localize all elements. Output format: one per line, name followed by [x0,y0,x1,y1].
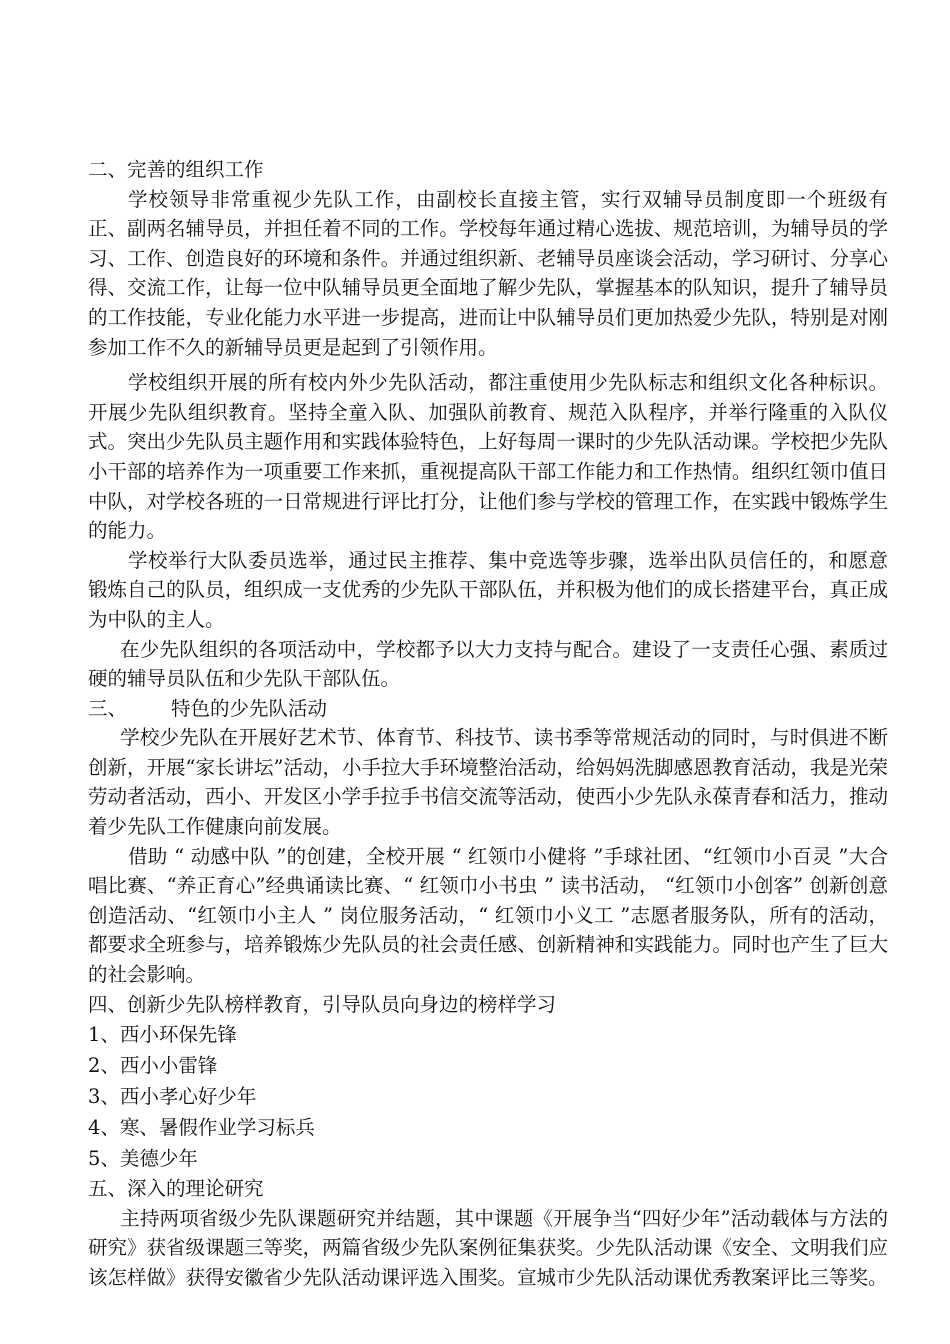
section-2-paragraph-1: 学校领导非常重视少先队工作，由副校长直接主管，实行双辅导员制度即一个班级有正、副两名辅导员，并担任着不同的工作。学校每年通过精心选拔、规范培训，为辅导员的学习、工作、创造良好的环境和条件。并通过组织新、老辅导员座谈会活动，学习研讨、分享心得、交流工作，让每一位中队辅导员更全面地了解少先队，掌握基本的队知识，提升了辅导员的工作技能，专业化能力水平进一步提高，进而让中队辅导员们更加热爱少先队，特别是对刚参加工作不久的新辅导员更是起到了引领作用。 [88,187,888,359]
section-2-heading: 二、完善的组织工作 [88,158,264,181]
section-2-paragraph-3: 学校举行大队委员选举，通过民主推荐、集中竞选等步骤，选举出队员信任的，和愿意锻炼自己的队员，组织成一支优秀的少先队干部队伍，并积极为他们的成长搭建平台，真正成为中队的主人。 [88,548,888,631]
section-4-heading: 四、创新少先队榜样教育，引导队员向身边的榜样学习 [88,992,557,1016]
section-5-heading: 五、深入的理论研究 [88,1177,264,1201]
list-item: 4、寒、暑假作业学习标兵 [88,1116,315,1140]
section-3-heading-text: 特色的少先队活动 [171,696,328,720]
list-item: 3、西小孝心好少年 [88,1085,257,1109]
section-2-paragraph-4: 在少先队组织的各项活动中，学校都予以大力支持与配合。建设了一支责任心强、素质过硬的辅导员队伍和少先队干部队伍。 [88,637,888,691]
list-item: 1、西小环保先锋 [88,1023,237,1047]
section-3-heading [88,694,888,724]
section-3-paragraph-1: 学校少先队在开展好艺术节、体育节、科技节、读书季等常规活动的同时，与时俱进不断创新，开展“家长讲坛”活动，小手拉大手环境整治活动，给妈妈洗脚感恩教育活动，我是光荣劳动者活动，西小、开发区小学手拉手书信交流等活动，使西小少先队永葆青春和活力，推动着少先队工作健康向前发展。 [88,726,888,839]
role-model-list [88,1019,888,1174]
list-item: 5、美德少年 [88,1147,198,1171]
section-3-heading-number: 三、 [88,696,128,720]
section-2-paragraph-2: 学校组织开展的所有校内外少先队活动，都注重使用少先队标志和组织文化各种标识。开展少先队组织教育。坚持全童入队、加强队前教育、规范入队程序，并举行隆重的入队仪式。突出少先队员主题作用和实践体验特色，上好每周一课时的少先队活动课。学校把少先队小干部的培养作为一项重要工作来抓，重视提高队干部工作能力和工作热情。组织红领巾值日中队，对学校各班的一日常规进行评比打分，让他们参与学校的管理工作，在实践中锻炼学生的能力。 [88,371,888,543]
document-body [88,155,888,1293]
list-item: 2、西小小雷锋 [88,1054,218,1078]
section-3-paragraph-2: 借助 “ 动感中队 ”的创建，全校开展 “ 红领巾小健将 ”手球社团、“红领巾小百灵 ”大合唱比赛、“养正育心”经典诵读比赛、“ 红领巾小书虫 ” 读书活动， “红领巾小创客” 创新创意创造活动、“红领巾小主人 ” 岗位服务活动，“ 红领巾小义工 ”志愿者服务队，所有的活动，都要求全班参与，培养锻炼少先队员的社会责任感、创新精神和实践能力。同时也产生了巨大的社会影响。 [88,844,888,987]
section-5-paragraph-1: 主持两项省级少先队课题研究并结题，其中课题《开展争当“四好少年”活动载体与方法的研究》获省级课题三等奖，两篇省级少先队案例征集获奖。少先队活动课《安全、文明我们应该怎样做》获得安徽省少先队活动课评选入围奖。宣城市少先队活动课优秀教案评比三等奖。 [88,1206,888,1289]
